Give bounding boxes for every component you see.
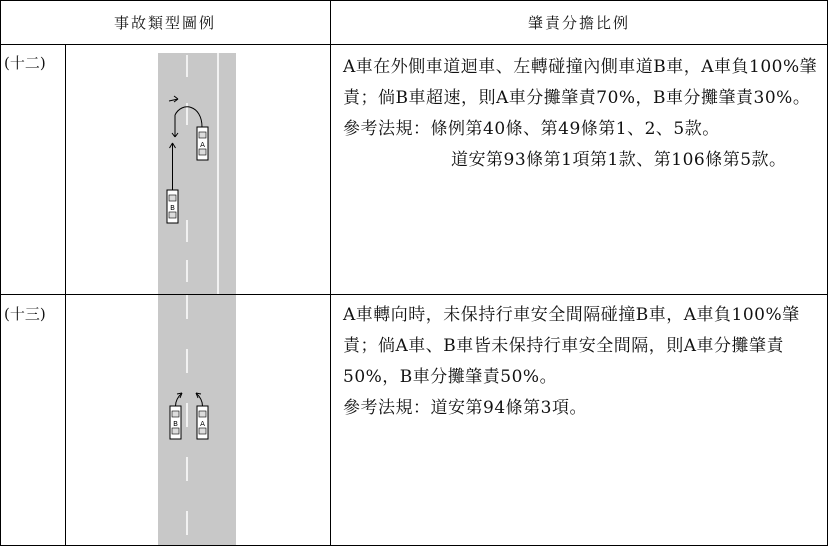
car-a-icon — [197, 406, 208, 439]
car-a-label: A — [200, 420, 205, 428]
row-13-number: (十三) — [4, 305, 46, 323]
car-b-label: B — [170, 204, 175, 212]
row-12-diagram — [66, 45, 330, 294]
car-b-icon — [170, 406, 181, 439]
row-13-ratio — [331, 300, 827, 424]
car-a-label: A — [200, 141, 205, 149]
row-13-description: A車轉向時，未保持行車安全間隔碰撞B車，A車負100%肇責；倘A車、B車皆未保持行車安全間隔，則A車分攤肇責50%，B車分攤肇責50%。 — [343, 305, 800, 387]
row-12-number: (十二) — [4, 54, 46, 72]
row-12-law-line1: 參考法規：條例第40條、第49條第1、2、5款。 — [343, 119, 720, 139]
row-13-diagram — [66, 295, 330, 545]
row-13-law-line1: 參考法規：道安第94條第3項。 — [343, 398, 587, 418]
header-diagram: 事故類型圖例 — [113, 14, 216, 32]
header-ratio: 肇責分擔比例 — [527, 14, 630, 32]
car-b-icon — [167, 190, 178, 223]
row-12-description: A車在外側車道迴車、左轉碰撞內側車道B車，A車負100%肇責；倘B車超速，則A車分攤肇責70%，B車分攤肇責30%。 — [343, 57, 818, 108]
car-b-label: B — [173, 420, 178, 428]
car-a-icon — [197, 127, 208, 160]
road-surface — [158, 53, 236, 294]
row-12-ratio — [331, 52, 827, 176]
row-12-law-line2: 道安第93條第1項第1款、第106條第5款。 — [451, 150, 787, 170]
